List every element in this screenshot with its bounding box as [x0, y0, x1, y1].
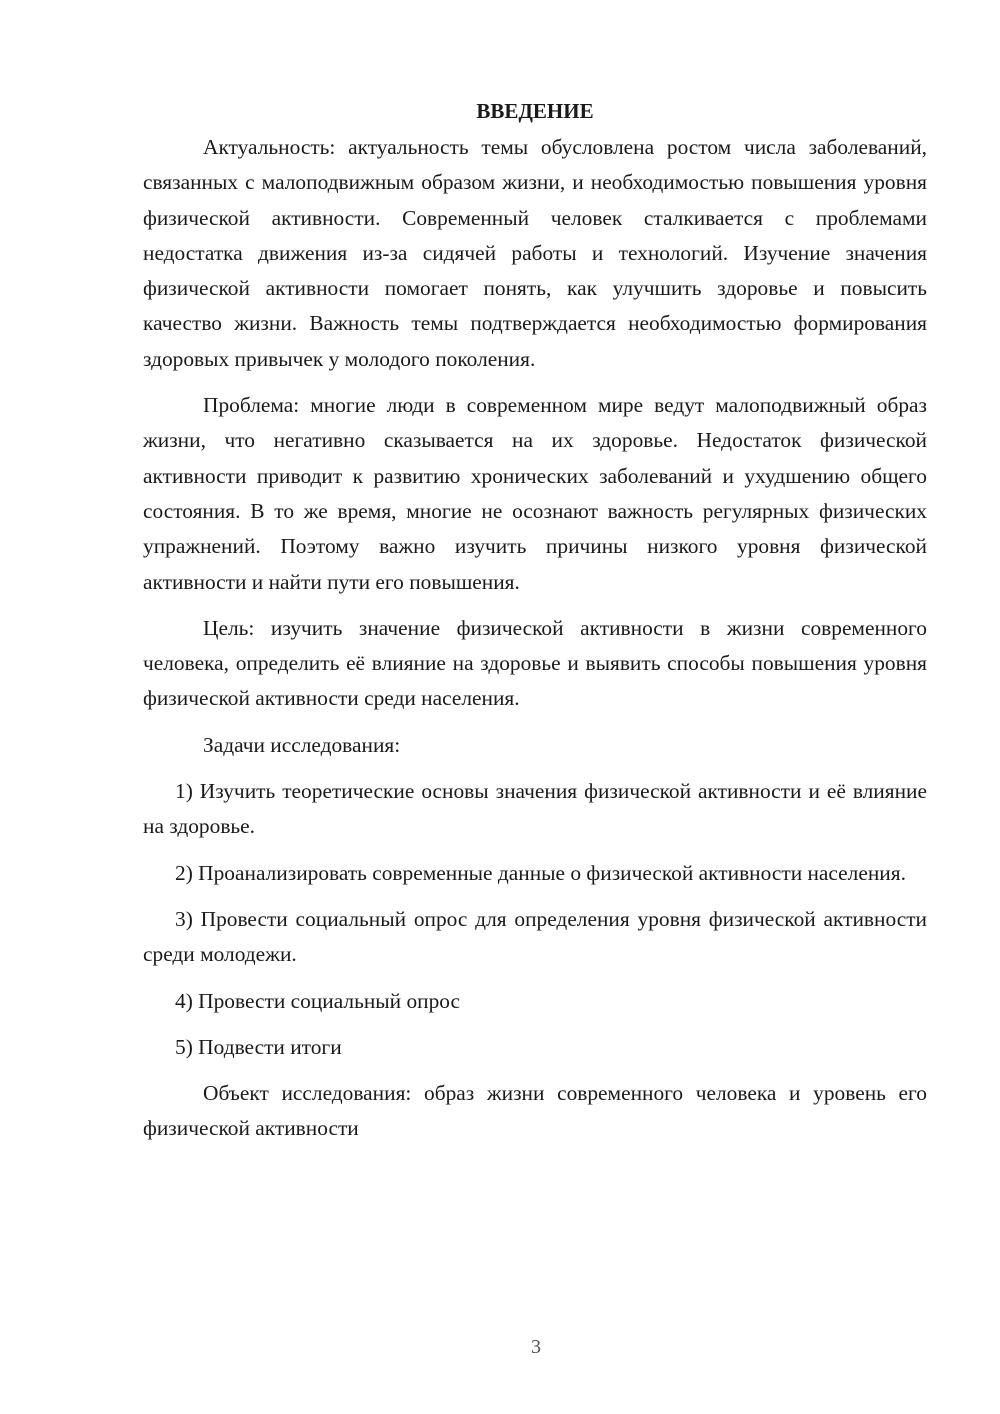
document-page — [143, 96, 927, 1158]
task-item-5: 5) Подвести итоги — [175, 1034, 342, 1059]
paragraph-relevance: Актуальность: актуальность темы обусловлена ростом числа заболеваний, связанных с малоподвижным образом жизни, и необходимостью повышения уровня физической активности. Современный человек сталкивается с проблемами недостатка движения из-за сидячей работы и технологий. Изучение значения физической активности помогает понять, как улучшить здоровье и повысить качество жизни. Важность темы подтверждается необходимостью формирования здоровых привычек у молодого поколения. — [143, 135, 927, 371]
task-item-4: 4) Провести социальный опрос — [175, 988, 461, 1013]
page-number: 3 — [531, 1336, 541, 1358]
task-item-3: 3) Провести социальный опрос для определения уровня физической активности среди молодежи. — [143, 906, 927, 967]
paragraph-tasks-heading: Задачи исследования: — [203, 732, 401, 757]
paragraph-problem: Проблема: многие люди в современном мире ведут малоподвижный образ жизни, что негативно сказывается на их здоровье. Недостаток физической активности приводит к развитию хронических заболеваний и ухудшению общего состояния. В то же время, многие не осознают важность регулярных физических упражнений. Поэтому важно изучить причины низкого уровня физической активности и найти пути его повышения. — [143, 393, 927, 594]
task-item-2: 2) Проанализировать современные данные о физической активности населения. — [175, 860, 906, 885]
task-item-1: 1) Изучить теоретические основы значения физической активности и её влияние на здоровье. — [143, 779, 927, 839]
paragraph-object: Объект исследования: образ жизни современного человека и уровень его физической активности — [143, 1081, 927, 1141]
paragraph-goal: Цель: изучить значение физической активности в жизни современного человека, определить её влияние на здоровье и выявить способы повышения уровня физической активности среди населения. — [143, 615, 927, 711]
page-title: ВВЕДЕНИЕ — [476, 99, 594, 123]
